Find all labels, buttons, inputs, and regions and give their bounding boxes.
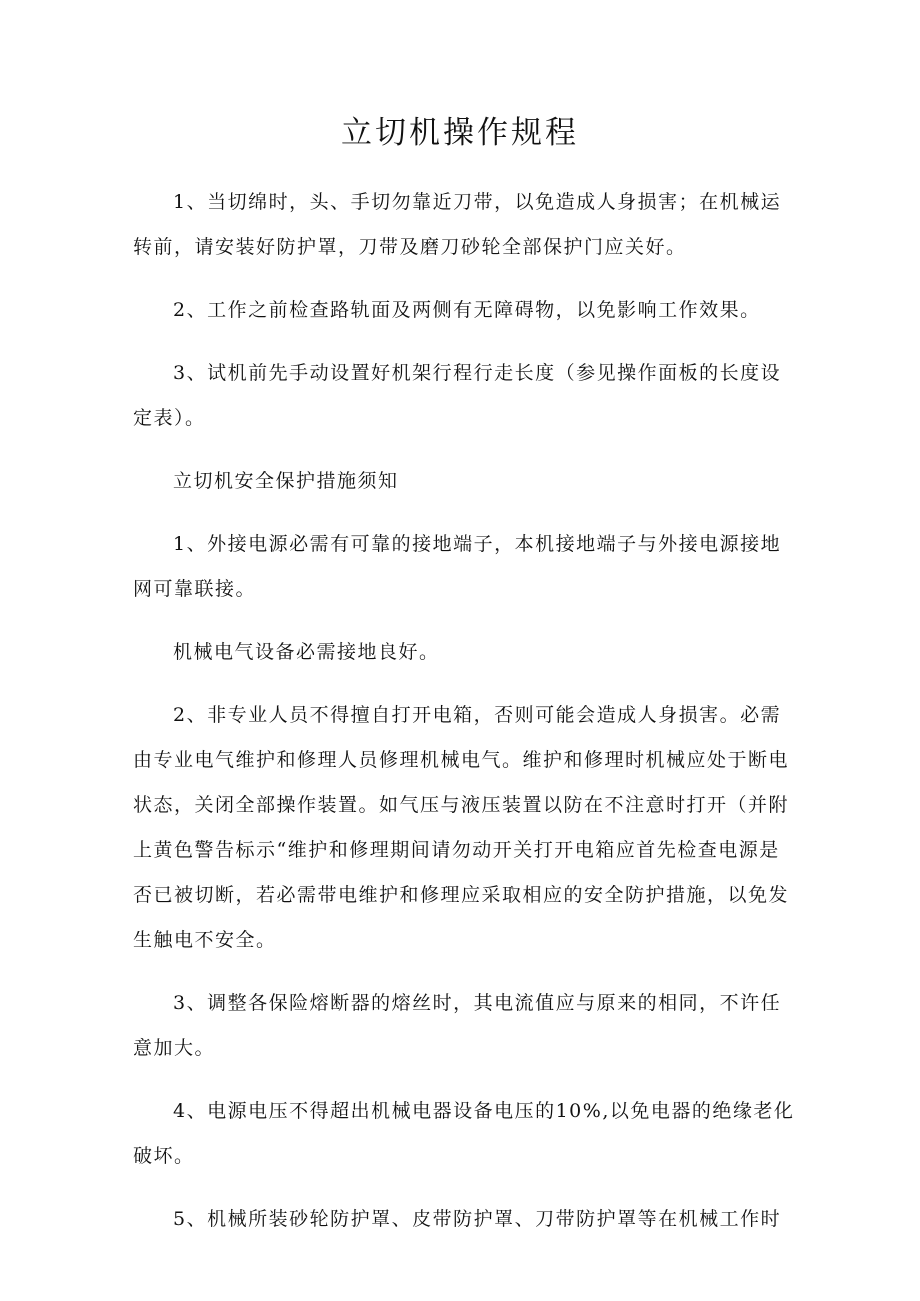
section-heading: 立切机安全保护措施须知	[173, 470, 399, 492]
paragraph-3: 3、试机前先手动设置好机架行程行走长度（参见操作面板的长度设定表）。	[133, 362, 782, 429]
paragraph-9: 4、电源电压不得超出机械电器设备电压的10%,以免电器的绝缘老化破坏。	[133, 1100, 795, 1167]
paragraph-8: 3、调整各保险熔断器的熔丝时，其电流值应与原来的相同，不许任意加大。	[133, 992, 782, 1059]
document-body	[133, 180, 797, 1242]
paragraph-6: 机械电气设备必需接地良好。	[173, 641, 440, 663]
paragraph-1: 1、当切绵时，头、手切勿靠近刀带，以免造成人身损害；在机械运转前，请安装好防护罩，刀带及磨刀砂轮全部保护门应关好。	[133, 191, 782, 258]
paragraph-2: 2、工作之前检查路轨面及两侧有无障碍物，以免影响工作效果。	[173, 299, 761, 321]
document-title: 立切机操作规程	[341, 115, 579, 151]
paragraph-7: 2、非专业人员不得擅自打开电箱，否则可能会造成人身损害。必需由专业电气维护和修理人员修理机械电气。维护和修理时机械应处于断电状态，关闭全部操作装置。如气压与液压装置以防在不注意时打开（并附上黄色警告标示“维护和修理期间请勿动开关打开电箱应首先检查电源是否已被切断，若必需带电维护和修理应采取相应的安全防护措施，以免发生触电不安全。	[133, 704, 790, 951]
paragraph-10: 5、机械所装砂轮防护罩、皮带防护罩、刀带防护罩等在机械工作时	[173, 1208, 782, 1230]
paragraph-5: 1、外接电源必需有可靠的接地端子，本机接地端子与外接电源接地网可靠联接。	[133, 533, 782, 600]
